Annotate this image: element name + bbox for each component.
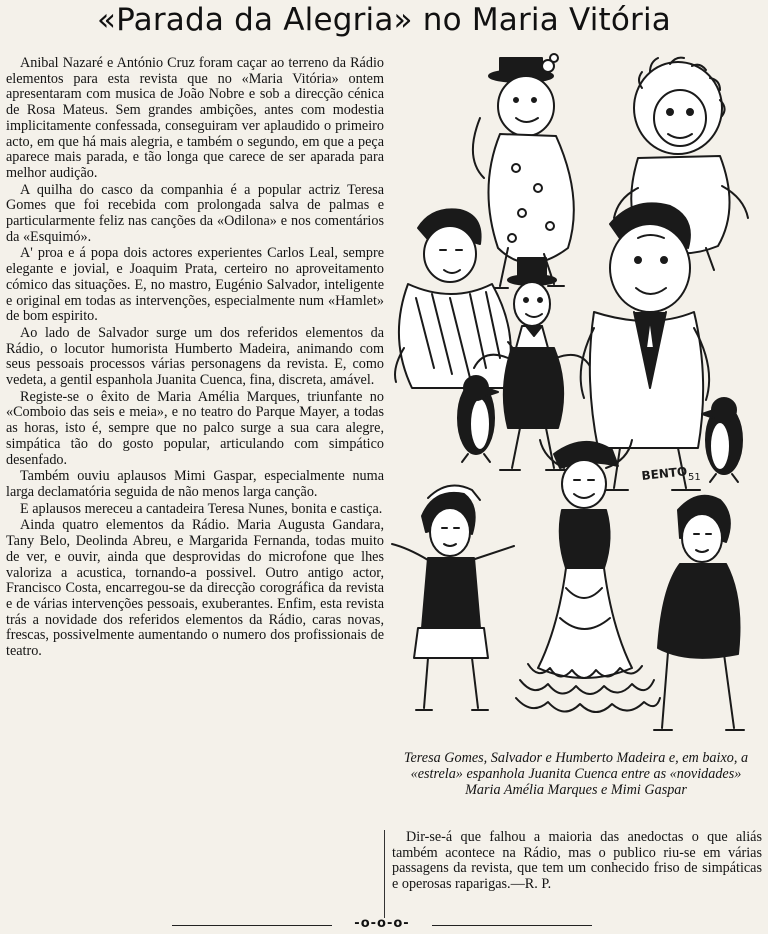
illustration-caption: Teresa Gomes, Salvador e Humberto Madeira e, em baixo, a «estrela» espanhola Juanita Cuenca entre as «novidades» Maria Amélia Marques e Mimi Gaspar [403,750,749,798]
article-paragraph: Ainda quatro elementos da Rádio. Maria Augusta Gandara, Tany Belo, Deolinda Abreu, e Margarida Fernanda, todas muito de ver, e ouvir, ainda que desprovidas do microfone que lhes valoriza a acustica, tornando-a possivel. Outro antigo actor, Francisco Costa, encarregou-se da direcção corográfica da revista e de várias intervenções pessoais, exuberantes. Enfim, esta revista trás a novidade dos referidos elementos da Rádio, caras novas, frescas, possivelmente aumentando o numero dos profissionais de teatro. [6,517,384,660]
article-paragraph: E aplausos mereceu a cantadeira Teresa Nunes, bonita e castiça. [20,500,383,517]
caricature-maria-amelia-marques [392,486,514,711]
illustrator-signature: BENTO [640,464,688,483]
headline: «Parada da Alegria» no Maria Vitória [96,2,672,38]
footer-ornament: -o-o-o- [354,916,410,931]
caricature-mimi-gaspar [654,496,744,730]
article-right-column [392,830,762,893]
caricature-illustration [388,48,762,740]
footer-rule-right [432,925,592,926]
article-paragraph: A' proa e á popa dois actores experientes Carlos Leal, sempre elegante e jovial, e Joaquim Prata, certeiro no aproveitamento cómico das situações. E, no mastro, Eugénio Salvador, inteligente e original em todas as intervenções, especialmente num «Hamlet» de bom espirito. [6,245,384,325]
caricature-teresa-odilona [473,54,574,288]
article-paragraph: Registe-se o êxito de Maria Amélia Marques, triunfante no «Comboio das seis e meia», e no teatro do Parque Mayer, a todas as horas, isto é, sempre que no palco surge a sua cara alegre, simpática tão do gosto popular, articulando com simpático desenfado. [6,388,384,468]
article-paragraph: Também ouviu aplausos Mimi Gaspar, especialmente numa larga declamatória seguida de não menos larga canção. [6,468,384,500]
footer-rule-left [172,925,332,926]
article-paragraph: A quilha do casco da companhia é a popular actriz Teresa Gomes que foi recebida com prolongada salva de palmas e particularmente feliz nas canções da «Odilona» e nos comentários da «Esquimó». [6,181,384,245]
article-paragraph: Ao lado de Salvador surge um dos referidos elementos da Rádio, o locutor humorista Humberto Madeira, animando com seus pessoais processos várias personagens da revista. E, como vedeta, a gentil espanhola Juanita Cuenca, fina, discreta, amável. [6,324,384,389]
article-paragraph: Anibal Nazaré e António Cruz foram caçar ao terreno da Rádio elementos para esta revista que no «Maria Vitória» ontem apresentaram com musica de João Nobre e sob a direcção cénica de Rosa Mateus. Sem grandes ambições, antes com modestia implicitamente confessada, conseguiram ver aplaudido o primeiro acto, em que há mais alegria, e também o segundo, em que a peça aparece mais parada, e tão longa que carece de ser aparada para melhor audição. [6,55,384,181]
caricature-juanita-cuenca [516,440,660,712]
penguin-right [702,398,742,482]
column-divider [384,830,385,918]
illustrator-signature-year: 51 [688,472,701,483]
article-paragraph: Dir-se-á que falhou a maioria das anedoctas o que aliás também acontece na Rádio, mas o publico riu-se em várias passagens da revista, que tem um conhecido friso de simpáticas e operosas raparigas.—R. P. [392,829,762,893]
article-left-column [6,56,384,660]
